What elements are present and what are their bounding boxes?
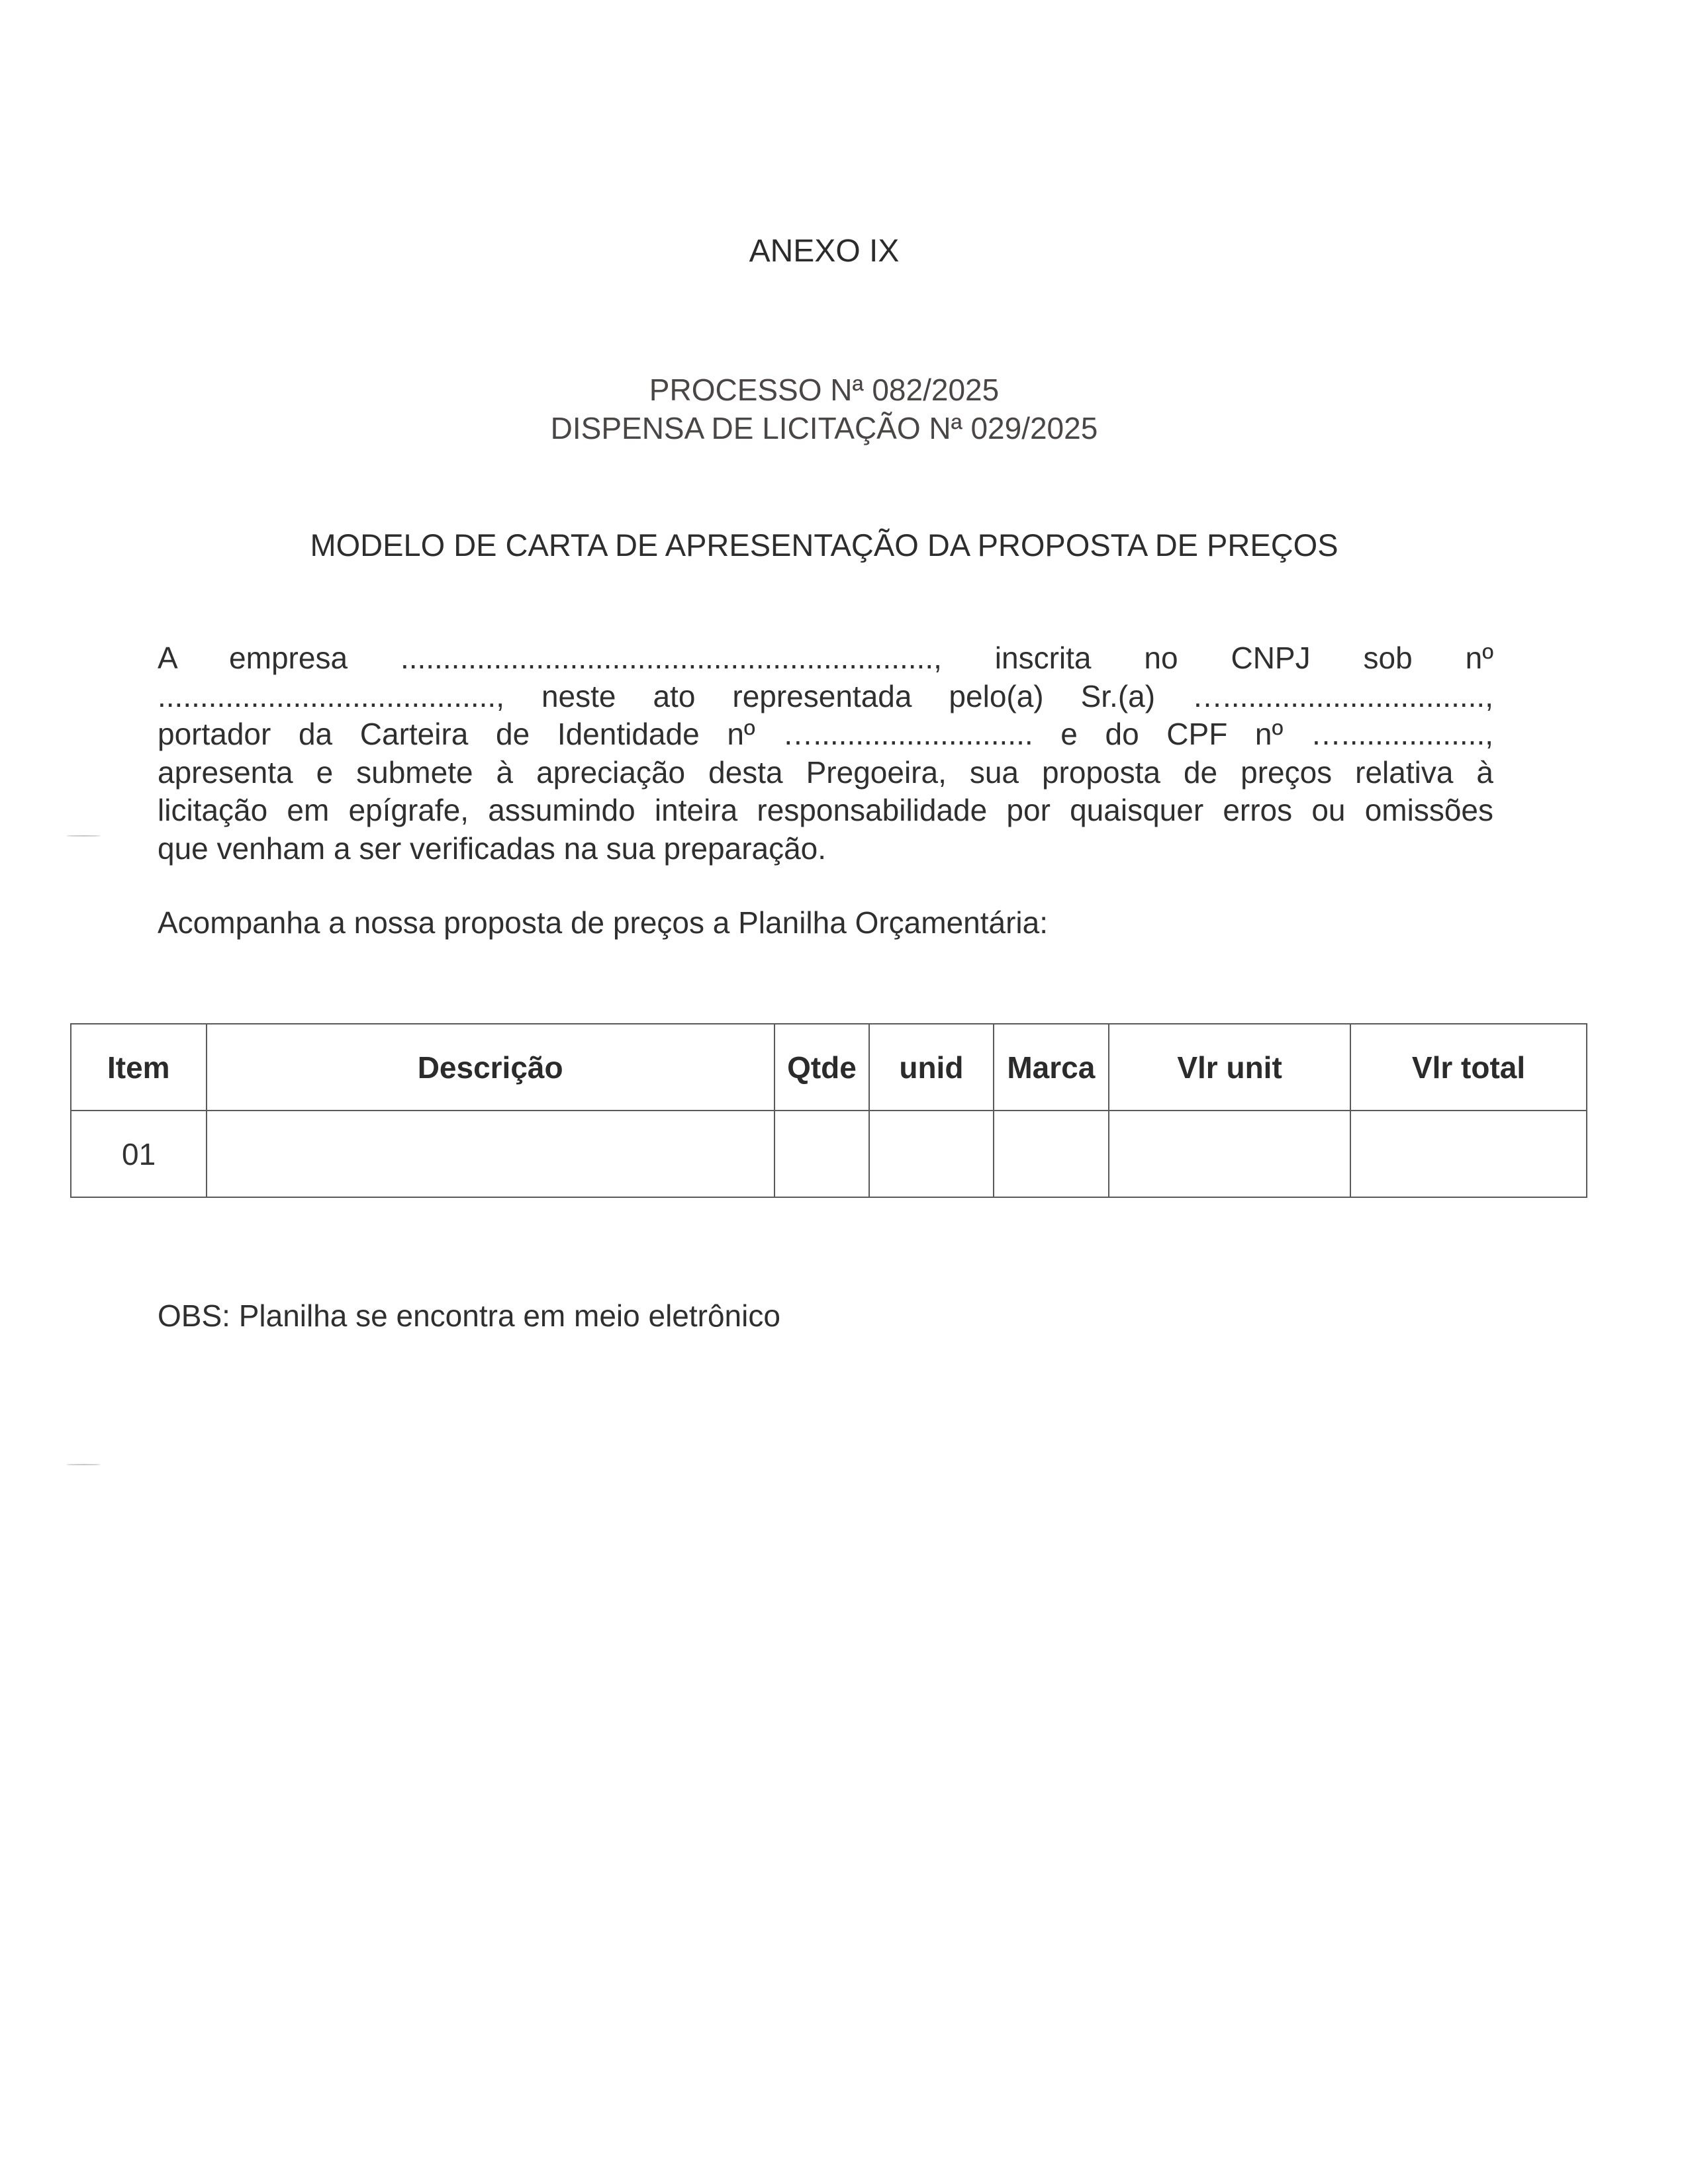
header-qtde: Qtde <box>774 1024 869 1111</box>
header-unid: unid <box>869 1024 993 1111</box>
annex-title: ANEXO IX <box>749 234 900 269</box>
paragraph-line: portador da Carteira de Identidade nº ….......................... e do CPF nº …................., <box>158 717 1493 751</box>
cell-descricao <box>207 1111 774 1197</box>
cell-vlr-total <box>1350 1111 1587 1197</box>
paragraph-line: licitação em epígrafe, assumindo inteira responsabilidade por quaisquer erros ou omissões <box>158 793 1493 827</box>
scan-artifact <box>66 835 101 837</box>
table-header-row <box>71 1024 1587 1111</box>
paragraph-line: apresenta e submete à apreciação desta Pregoeira, sua proposta de preços relativa à <box>158 754 1493 790</box>
header-vlr-total: Vlr total <box>1350 1024 1587 1111</box>
cell-qtde <box>774 1111 869 1197</box>
price-table <box>70 1023 1587 1198</box>
header-descricao: Descrição <box>207 1024 774 1111</box>
process-number: PROCESSO Nª 082/2025 <box>649 373 1000 407</box>
header-item: Item <box>71 1024 207 1111</box>
cell-item: 01 <box>71 1111 207 1197</box>
dispensa-number: DISPENSA DE LICITAÇÃO Nª 029/2025 <box>550 411 1098 445</box>
cell-unid <box>869 1111 993 1197</box>
table-row <box>71 1111 1587 1197</box>
cell-vlr-unit <box>1109 1111 1350 1197</box>
paragraph-line: que venham a ser verificadas na sua preparação. <box>158 831 827 866</box>
scan-artifact <box>66 1464 101 1465</box>
header-marca: Marca <box>994 1024 1109 1111</box>
paragraph-line: A empresa ..............................................................., inscrita no CNPJ sob nº <box>158 641 1493 675</box>
model-title: MODELO DE CARTA DE APRESENTAÇÃO DA PROPOSTA DE PREÇOS <box>310 527 1338 563</box>
header-vlr-unit: Vlr unit <box>1109 1024 1350 1111</box>
cell-marca <box>994 1111 1109 1197</box>
obs-note: OBS: Planilha se encontra em meio eletrônico <box>158 1298 780 1333</box>
presentation-paragraph <box>158 639 1493 868</box>
acompanha-text: Acompanha a nossa proposta de preços a Planilha Orçamentária: <box>158 905 1049 940</box>
paragraph-line: ........................................, neste ato representada pelo(a) Sr.(a) …..............................., <box>158 678 1493 713</box>
